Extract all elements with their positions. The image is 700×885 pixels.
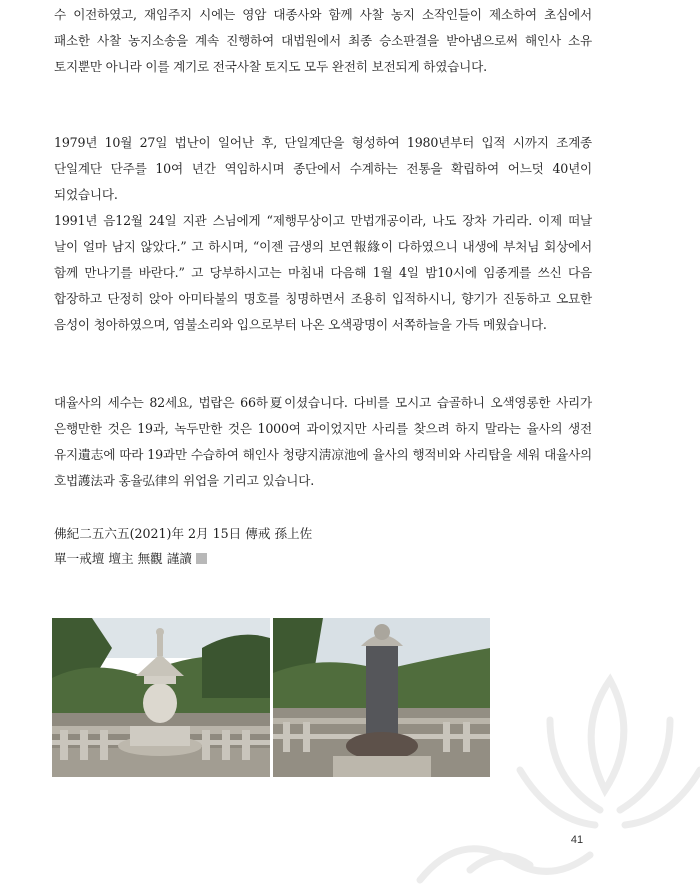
page-number: 41 bbox=[570, 834, 584, 846]
paragraph-1: 수 이전하였고, 재임주지 시에는 영암 대종사와 함께 사찰 농지 소작인들이 제소하여 초심에서 패소한 사찰 농지소송을 계속 진행하여 대법원에서 최종 승소판결을 받아냄으로써 해인사 소유 토지뿐만 아니라 이를 계기로 전국사찰 토지도 모두 완전히 보전되게 하였습니다. bbox=[54, 7, 592, 74]
end-mark-square bbox=[196, 553, 207, 564]
signature-author-text: 單一戒壇 壇主 無觀 謹讀 bbox=[54, 551, 192, 566]
signature-date-line: 佛紀二五六五(2021)年 2月 15日 傳戒 孫上佐 bbox=[54, 526, 313, 541]
paragraph-4: 대율사의 세수는 82세요, 법랍은 66하夏이셨습니다. 다비를 모시고 습골하니 오색영롱한 사리가 은행만한 것은 19과, 녹두만한 것은 1000여 과이었지만 사리를 찾으려 하지 말라는 율사의 생전 유지遺志에 따라 19과만 수습하여 해인사 청량지淸凉池에 율사의 행적비와 사리탑을 세워 대율사의 호법護法과 홍율弘律의 위업을 기리고 있습니다. bbox=[54, 395, 592, 488]
paragraph-3: 1991년 음12월 24일 지관 스님에게 “제행무상이고 만법개공이라, 나도 장차 가리라. 이제 떠날 날이 얼마 남지 않았다.” 고 하시며, “이젠 금생의 보연報緣이 다하였으니 내생에 부처님 회상에서 함께 만나기를 바란다.” 고 당부하시고는 마침내 다음해 1월 4일 밤10시에 임종게를 쓰신 다음 합장하고 단정히 앉아 아미타불의 명호를 칭명하면서 조용히 입적하시니, 향기가 진동하고 오묘한 음성이 청아하였으며, 염불소리와 입으로부터 나온 오색광명이 서쪽하늘을 가득 메웠습니다. bbox=[54, 213, 592, 332]
stupa-photo bbox=[52, 618, 270, 777]
paragraph-2: 1979년 10월 27일 법난이 일어난 후, 단일계단을 형성하여 1980년부터 입적 시까지 조계종 단일계단 단주를 10여 년간 역임하시며 종단에서 수계하는 전통을 확립하여 어느덧 40년이 되었습니다. bbox=[54, 135, 592, 202]
signature-author-line bbox=[54, 548, 207, 570]
lotus-watermark-icon bbox=[400, 660, 700, 885]
